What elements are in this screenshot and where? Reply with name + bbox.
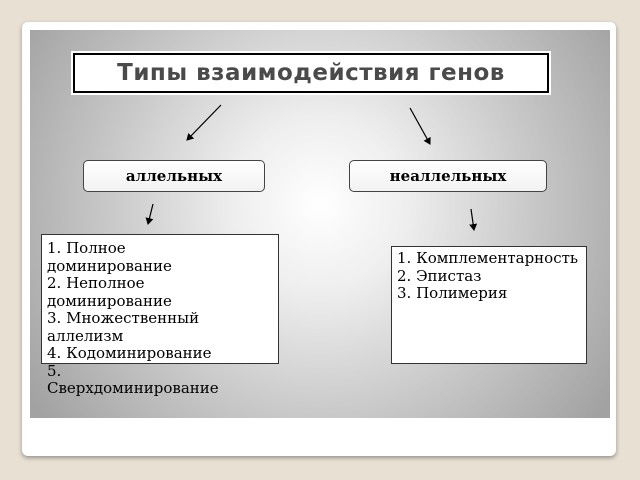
allelic-list-item: 3. Множественный — [47, 309, 200, 327]
nonallelic-list — [397, 250, 585, 303]
nonallelic-list-item: 2. Эпистаз — [397, 266, 482, 285]
allelic-list-item: аллелизм — [47, 326, 124, 345]
allelic-list-item: доминирование — [47, 256, 172, 275]
allelic-list-item: 5. — [47, 361, 62, 380]
nonallelic-category-box: неаллельных — [349, 160, 547, 192]
allelic-list-item: 1. Полное — [47, 239, 126, 257]
nonallelic-list-item: 1. Комплементарность — [397, 249, 579, 267]
allelic-list — [47, 240, 287, 398]
arrow-title-to-nonallelic — [410, 108, 430, 144]
allelic-list-item: 2. Неполное — [47, 274, 145, 292]
diagram-title: Типы взаимодействия генов — [73, 53, 549, 93]
arrow-nonallelic-to-list — [471, 209, 474, 230]
arrow-allelic-to-list — [148, 204, 153, 224]
allelic-list-item: Сверхдоминирование — [47, 379, 219, 397]
arrow-title-to-allelic — [187, 105, 221, 140]
allelic-category-box: аллельных — [83, 160, 265, 192]
nonallelic-list-item: 3. Полимерия — [397, 284, 508, 302]
allelic-list-item: 4. Кодоминирование — [47, 344, 212, 362]
allelic-list-item: доминирование — [47, 291, 172, 310]
